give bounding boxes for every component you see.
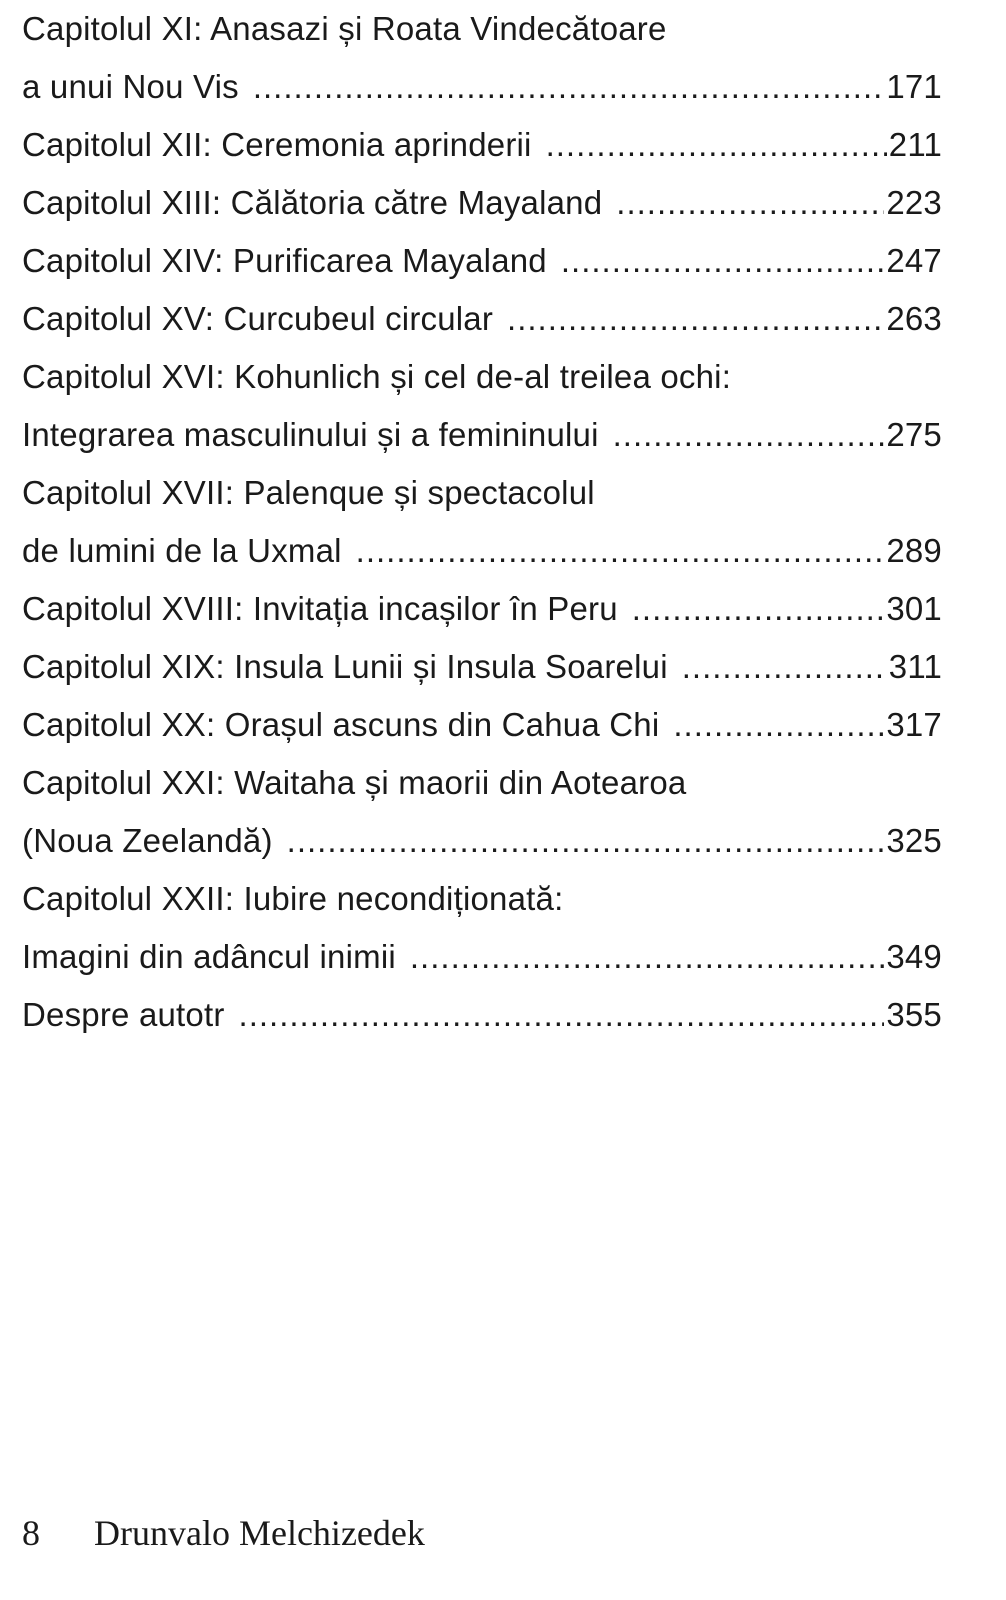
toc-entry-page: 263 bbox=[886, 300, 942, 337]
toc-line bbox=[22, 638, 942, 696]
dot-leader bbox=[673, 696, 884, 754]
toc-entry-page: 289 bbox=[886, 532, 942, 569]
dot-leader bbox=[239, 986, 885, 1044]
toc-line bbox=[22, 406, 942, 464]
toc-line bbox=[22, 290, 942, 348]
toc-line bbox=[22, 870, 942, 928]
toc-entry-page: 325 bbox=[886, 822, 942, 859]
dot-leader bbox=[632, 580, 885, 638]
footer-page-number: 8 bbox=[22, 1513, 40, 1553]
toc-line bbox=[22, 580, 942, 638]
toc-entry-title: (Noua Zeelandă) bbox=[22, 822, 273, 859]
toc-line bbox=[22, 174, 942, 232]
toc-line bbox=[22, 522, 942, 580]
toc-entry-title: Capitolul XI: Anasazi și Roata Vindecătoare bbox=[22, 10, 667, 47]
toc-entry-page: 349 bbox=[886, 938, 942, 975]
toc-entry-title: Capitolul XXII: Iubire necondiționată: bbox=[22, 880, 564, 917]
toc-line bbox=[22, 0, 942, 58]
dot-leader bbox=[356, 522, 885, 580]
toc-entry-title: Capitolul XX: Orașul ascuns din Cahua Chi bbox=[22, 706, 660, 743]
toc-line bbox=[22, 464, 942, 522]
toc-entry-title: Imagini din adâncul inimii bbox=[22, 938, 396, 975]
dot-leader bbox=[507, 290, 884, 348]
toc-entry-title: Capitolul XVIII: Invitația incașilor în Peru bbox=[22, 590, 618, 627]
toc-line bbox=[22, 754, 942, 812]
toc-line bbox=[22, 986, 942, 1044]
dot-leader bbox=[546, 116, 887, 174]
toc-entry-title: Capitolul XIX: Insula Lunii și Insula Soarelui bbox=[22, 648, 668, 685]
toc-line bbox=[22, 696, 942, 754]
dot-leader bbox=[410, 928, 884, 986]
footer-author: Drunvalo Melchizedek bbox=[94, 1513, 425, 1553]
toc-entry-page: 317 bbox=[886, 706, 942, 743]
toc-entry-title: de lumini de la Uxmal bbox=[22, 532, 342, 569]
toc-line bbox=[22, 232, 942, 290]
toc-entry-title: Capitolul XIII: Călătoria către Mayaland bbox=[22, 184, 603, 221]
dot-leader bbox=[287, 812, 885, 870]
dot-leader bbox=[253, 58, 884, 116]
toc-entry-title: Capitolul XIV: Purificarea Mayaland bbox=[22, 242, 547, 279]
toc-line bbox=[22, 812, 942, 870]
toc-entry-title: Integrarea masculinului și a femininului bbox=[22, 416, 599, 453]
toc-entry-page: 311 bbox=[888, 648, 942, 685]
toc-entry-title: Capitolul XII: Ceremonia aprinderii bbox=[22, 126, 532, 163]
toc-line bbox=[22, 58, 942, 116]
toc-entry-title: a unui Nou Vis bbox=[22, 68, 239, 105]
toc-line bbox=[22, 116, 942, 174]
toc-entry-page: 275 bbox=[886, 416, 942, 453]
dot-leader bbox=[561, 232, 884, 290]
dot-leader bbox=[682, 638, 887, 696]
page-footer bbox=[22, 1512, 425, 1554]
dot-leader bbox=[616, 174, 884, 232]
toc-entry-title: Capitolul XV: Curcubeul circular bbox=[22, 300, 494, 337]
toc-entry-page: 211 bbox=[888, 126, 942, 163]
toc-line bbox=[22, 348, 942, 406]
toc-entry-page: 171 bbox=[886, 68, 942, 105]
toc-line bbox=[22, 928, 942, 986]
toc-entry-page: 247 bbox=[886, 242, 942, 279]
toc-entry-title: Capitolul XVI: Kohunlich și cel de-al treilea ochi: bbox=[22, 358, 732, 395]
toc-entry-title: Capitolul XVII: Palenque și spectacolul bbox=[22, 474, 595, 511]
dot-leader bbox=[613, 406, 885, 464]
table-of-contents bbox=[22, 0, 942, 1044]
toc-entry-page: 355 bbox=[886, 996, 942, 1033]
toc-entry-page: 223 bbox=[886, 184, 942, 221]
toc-entry-title: Capitolul XXI: Waitaha și maorii din Aotearoa bbox=[22, 764, 687, 801]
toc-entry-page: 301 bbox=[886, 590, 942, 627]
toc-entry-title: Despre autotr bbox=[22, 996, 225, 1033]
